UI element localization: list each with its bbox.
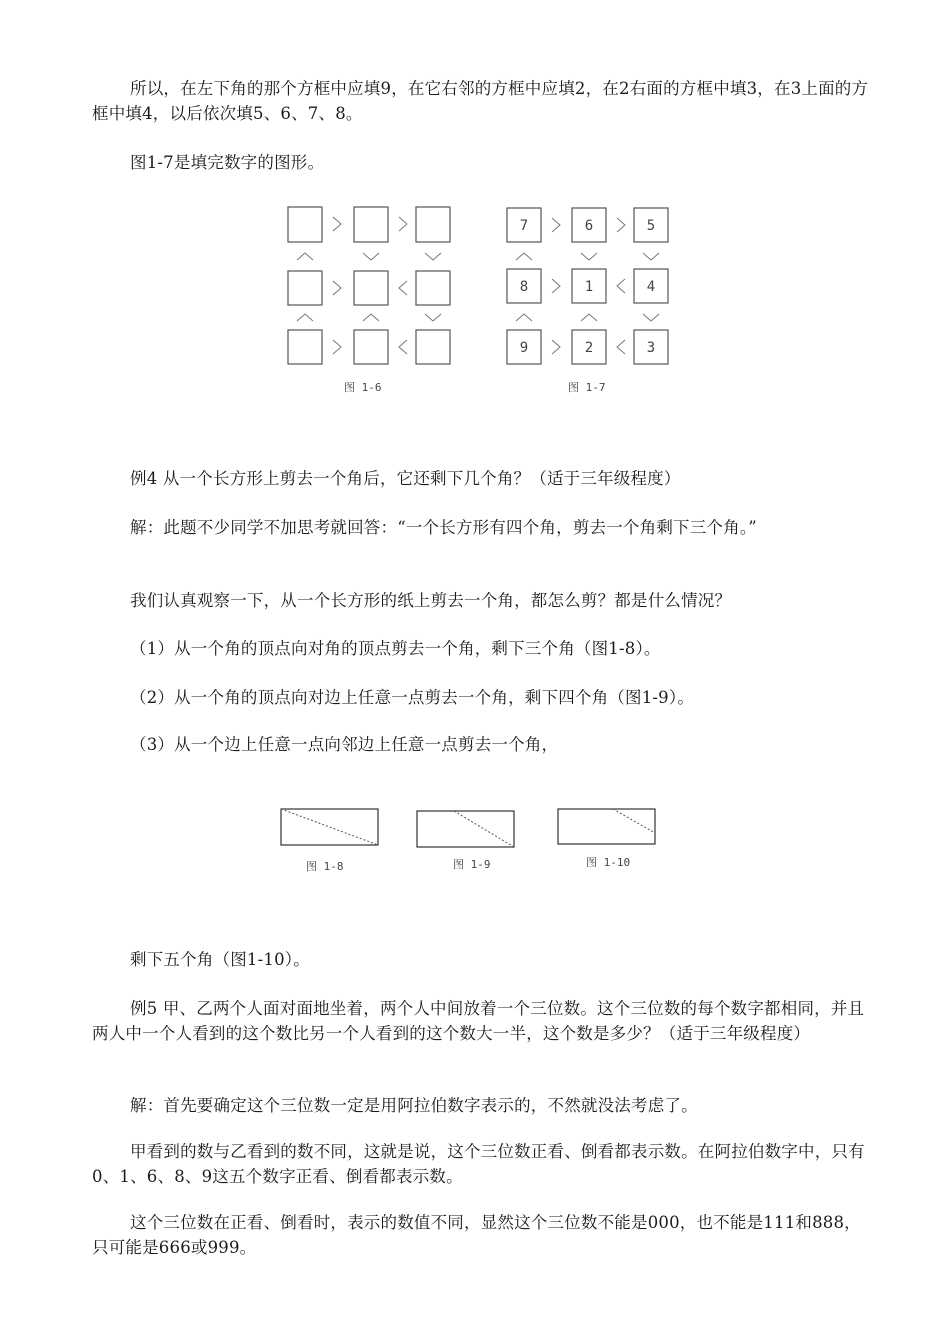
paragraph-example-4: 例4 从一个长方形上剪去一个角后，它还剩下几个角？（适于三年级程度） bbox=[130, 469, 681, 488]
digit-cell: 3 bbox=[646, 340, 656, 356]
paragraph-candidates: 这个三位数在正看、倒看时，表示的数值不同，显然这个三位数不能是000，也不能是111和888，只可能是666或999。 bbox=[92, 1213, 861, 1257]
paragraph-observe: 我们认真观察一下，从一个长方形的纸上剪去一个角，都怎么剪？都是什么情况？ bbox=[130, 591, 732, 610]
figure-1-9 bbox=[416, 810, 516, 850]
digit-cell: 1 bbox=[584, 279, 594, 295]
paragraph-case-1: （1）从一个角的顶点向对角的顶点剪去一个角，剩下三个角（图1-8）。 bbox=[130, 639, 661, 658]
paragraph-fill-answer: 所以，在左下角的那个方框中应填9，在它右邻的方框中应填2，在2右面的方框中填3，在3上面的方框中填4，以后依次填5、6、7、8。 bbox=[92, 79, 869, 123]
figure-1-7-caption: 图 1-7 bbox=[568, 381, 606, 394]
paragraph-example-5-solution: 解：首先要确定这个三位数一定是用阿拉伯数字表示的，不然就没法考虑了。 bbox=[130, 1096, 698, 1115]
figure-1-8-caption: 图 1-8 bbox=[306, 860, 344, 873]
figure-1-6-caption: 图 1-6 bbox=[344, 381, 382, 394]
digit-cell: 5 bbox=[646, 218, 656, 234]
paragraph-case-3: （3）从一个边上任意一点向邻边上任意一点剪去一个角， bbox=[130, 735, 559, 754]
digit-cell: 9 bbox=[519, 340, 529, 356]
paragraph-example-5: 例5 甲、乙两个人面对面地坐着，两个人中间放着一个三位数。这个三位数的每个数字都相同，并且两人中一个人看到的这个数比另一个人看到的这个数大一半，这个数是多少？（适于三年级程度） bbox=[92, 999, 865, 1043]
digit-cell: 6 bbox=[584, 218, 594, 234]
paragraph-digits: 甲看到的数与乙看到的数不同，这就是说，这个三位数正看、倒看都表示数。在阿拉伯数字中，只有0、1、6、8、9这五个数字正看、倒看都表示数。 bbox=[92, 1142, 865, 1186]
figure-1-7 bbox=[505, 205, 675, 365]
digit-cell: 4 bbox=[646, 279, 656, 295]
figure-1-10-caption: 图 1-10 bbox=[586, 856, 631, 869]
digit-cell: 2 bbox=[584, 340, 594, 356]
figure-1-8 bbox=[280, 808, 380, 848]
paragraph-example-4-solution: 解：此题不少同学不加思考就回答：“一个长方形有四个角，剪去一个角剩下三个角。” bbox=[130, 518, 757, 537]
paragraph-fig-1-7-intro: 图1-7是填完数字的图形。 bbox=[130, 153, 325, 172]
figure-1-9-caption: 图 1-9 bbox=[453, 858, 491, 871]
digit-cell: 7 bbox=[519, 218, 529, 234]
digit-cell: 8 bbox=[519, 279, 529, 295]
paragraph-case-2: （2）从一个角的顶点向对边上任意一点剪去一个角，剩下四个角（图1-9）。 bbox=[130, 688, 695, 707]
figure-1-6 bbox=[285, 205, 455, 365]
figure-1-10 bbox=[557, 808, 657, 848]
paragraph-case-3-result: 剩下五个角（图1-10）。 bbox=[130, 950, 310, 969]
